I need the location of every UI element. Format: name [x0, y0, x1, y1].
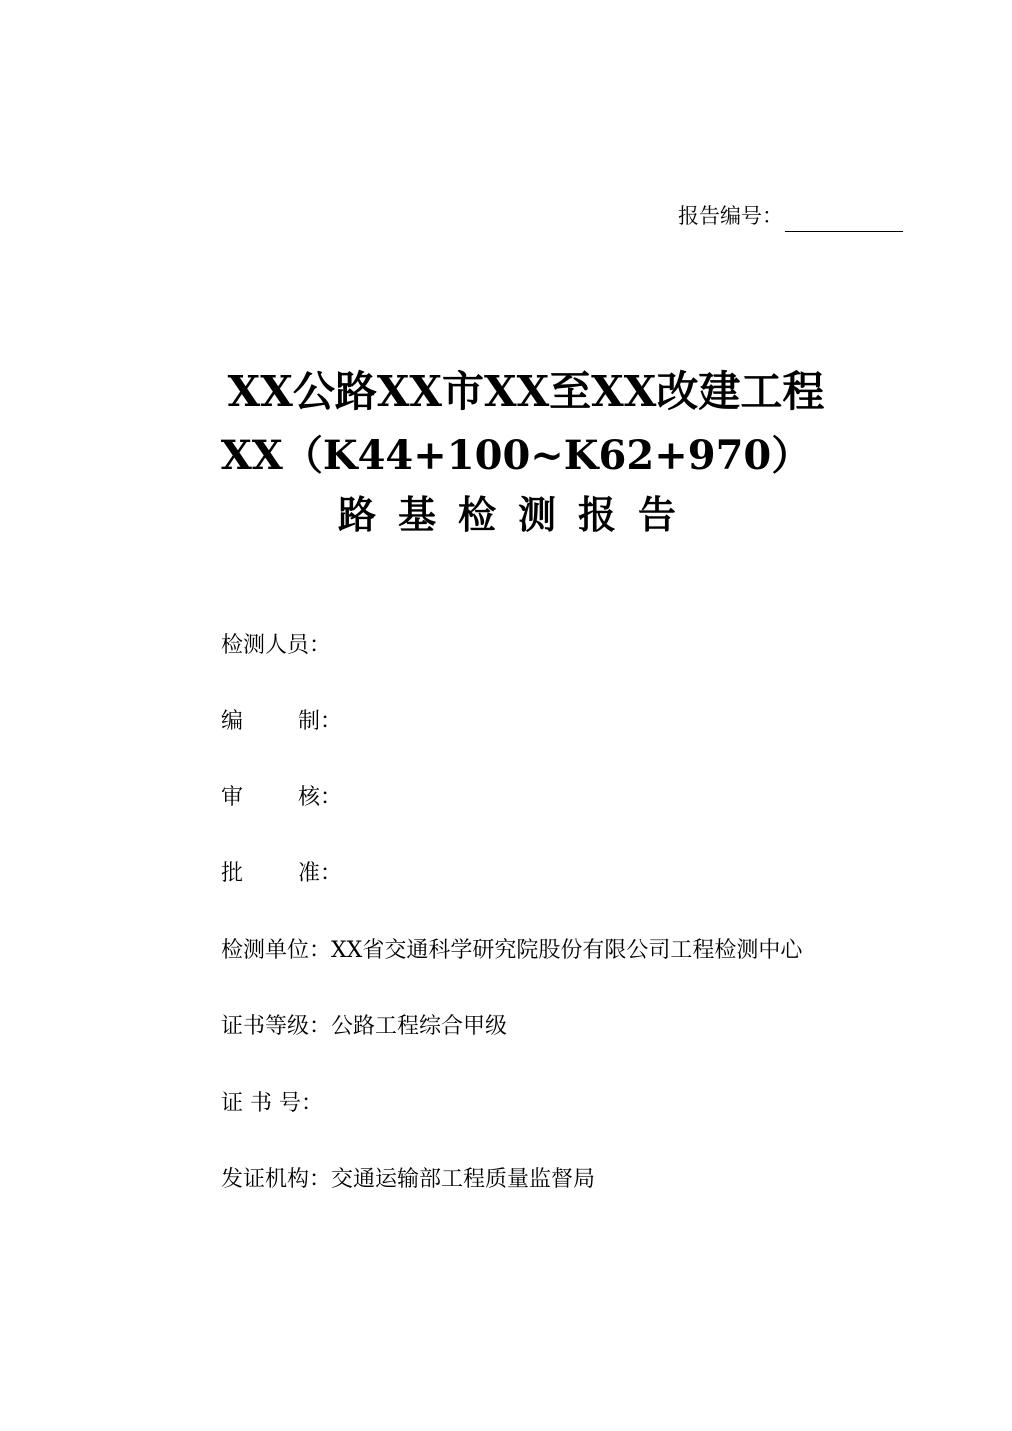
approve-label-first: 批	[221, 861, 244, 886]
report-number-label: 报告编号：	[678, 204, 783, 228]
review-label-first: 审	[221, 785, 244, 810]
testing-unit-value: XX省交通科学研究院股份有限公司工程检测中心	[331, 938, 803, 963]
report-number	[678, 200, 903, 232]
certificate-grade-value: 公路工程综合甲级	[331, 1014, 508, 1039]
report-title-line-1: XX公路XX市XX至XX改建工程	[227, 367, 825, 416]
report-title-line-3: 路基检测报告	[337, 492, 698, 537]
testing-unit-row	[221, 935, 802, 967]
review-label-second: 核：	[298, 785, 343, 810]
report-title-line-2: XX（K44+100~K62+970）	[220, 432, 812, 479]
certificate-grade-row	[221, 1011, 507, 1043]
approve-label-second: 准：	[298, 861, 343, 886]
compile-label-first: 编	[221, 709, 244, 734]
testing-unit-label: 检测单位：	[221, 938, 332, 963]
compile-label-second: 制：	[298, 709, 343, 734]
issuing-authority-row	[221, 1164, 595, 1196]
certificate-grade-label: 证书等级：	[221, 1014, 332, 1039]
inspectors-row	[221, 630, 331, 662]
approve-row	[221, 858, 342, 890]
report-number-blank	[785, 207, 903, 232]
certificate-number-label: 证 书 号：	[221, 1091, 323, 1116]
compile-row	[221, 706, 342, 738]
review-row	[221, 782, 342, 814]
issuing-authority-value: 交通运输部工程质量监督局	[331, 1167, 596, 1192]
certificate-number-row	[221, 1088, 323, 1120]
inspectors-label: 检测人员：	[221, 633, 332, 658]
issuing-authority-label: 发证机构：	[221, 1167, 332, 1192]
